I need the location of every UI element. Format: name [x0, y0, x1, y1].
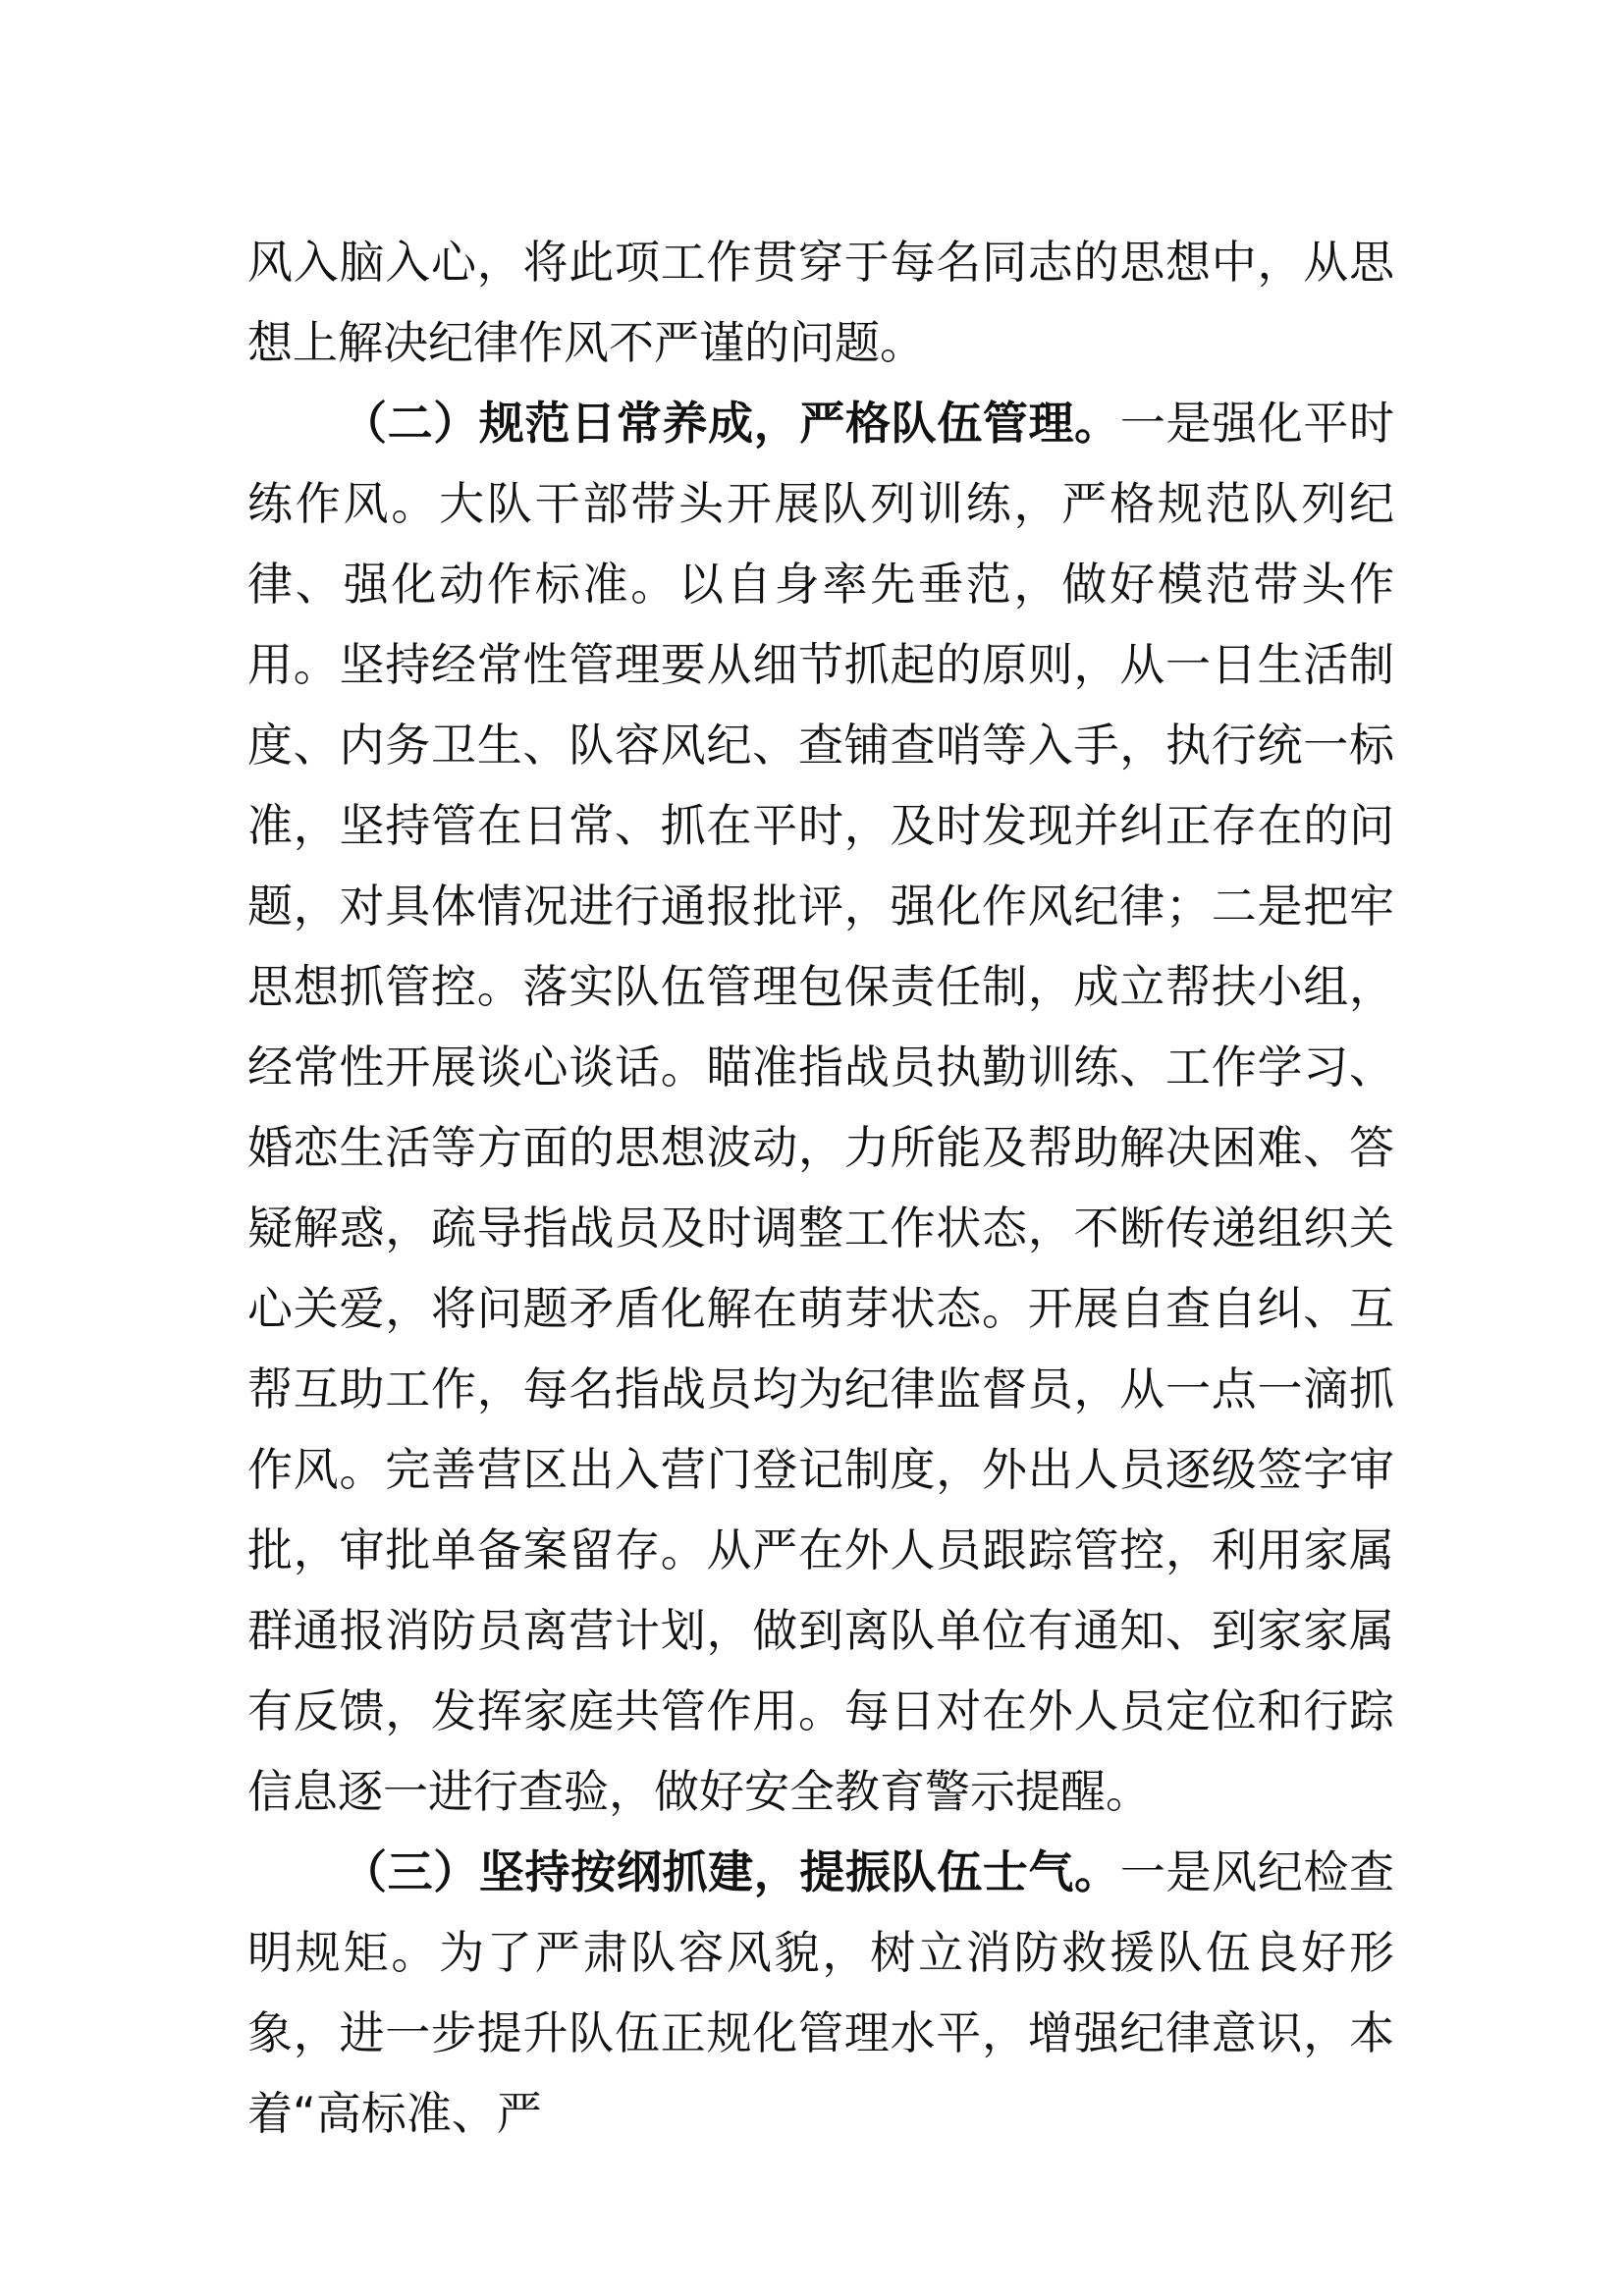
paragraph-section-2 — [247, 383, 1394, 1832]
paragraph-section-3 — [247, 1832, 1394, 2154]
section-heading: （二）规范日常养成，严格队伍管理。 — [342, 397, 1120, 450]
paragraph-text: 一是强化平时练作风。大队干部带头开展队列训练，严格规范队列纪律、强化动作标准。以自身率先垂范，做好模范带头作用。坚持经常性管理要从细节抓起的原则，从一日生活制度、内务卫生、队容风纪、查铺查哨等入手，执行统一标准，坚持管在日常、抓在平时，及时发现并纠正存在的问题，对具体情况进行通报批评，强化作风纪律；二是把牢思想抓管控。落实队伍管理包保责任制，成立帮扶小组，经常性开展谈心谈话。瞄准指战员执勤训练、工作学习、婚恋生活等方面的思想波动，力所能及帮助解决困难、答疑解惑，疏导指战员及时调整工作状态，不断传递组织关心关爱，将问题矛盾化解在萌芽状态。开展自查自纠、互帮互助工作，每名指战员均为纪律监督员，从一点一滴抓作风。完善营区出入营门登记制度，外出人员逐级签字审批，审批单备案留存。从严在外人员跟踪管控，利用家属群通报消防员离营计划，做到离队单位有通知、到家家属有反馈，发挥家庭共管作用。每日对在外人员定位和行踪信息逐一进行查验，做好安全教育警示提醒。 — [247, 397, 1395, 1818]
document-body — [247, 222, 1394, 2154]
paragraph-continuation — [247, 222, 1394, 383]
paragraph-text: 风入脑入心，将此项工作贯穿于每名同志的思想中，从思想上解决纪律作风不严谨的问题。 — [247, 236, 1394, 369]
paragraph-text: 一是风纪检查明规矩。为了严肃队容风貌，树立消防救援队伍良好形象，进一步提升队伍正规化管理水平，增强纪律意识，本着“高标准、严 — [247, 1845, 1395, 2140]
section-heading: （三）坚持按纲抓建，提振队伍士气。 — [342, 1845, 1120, 1898]
